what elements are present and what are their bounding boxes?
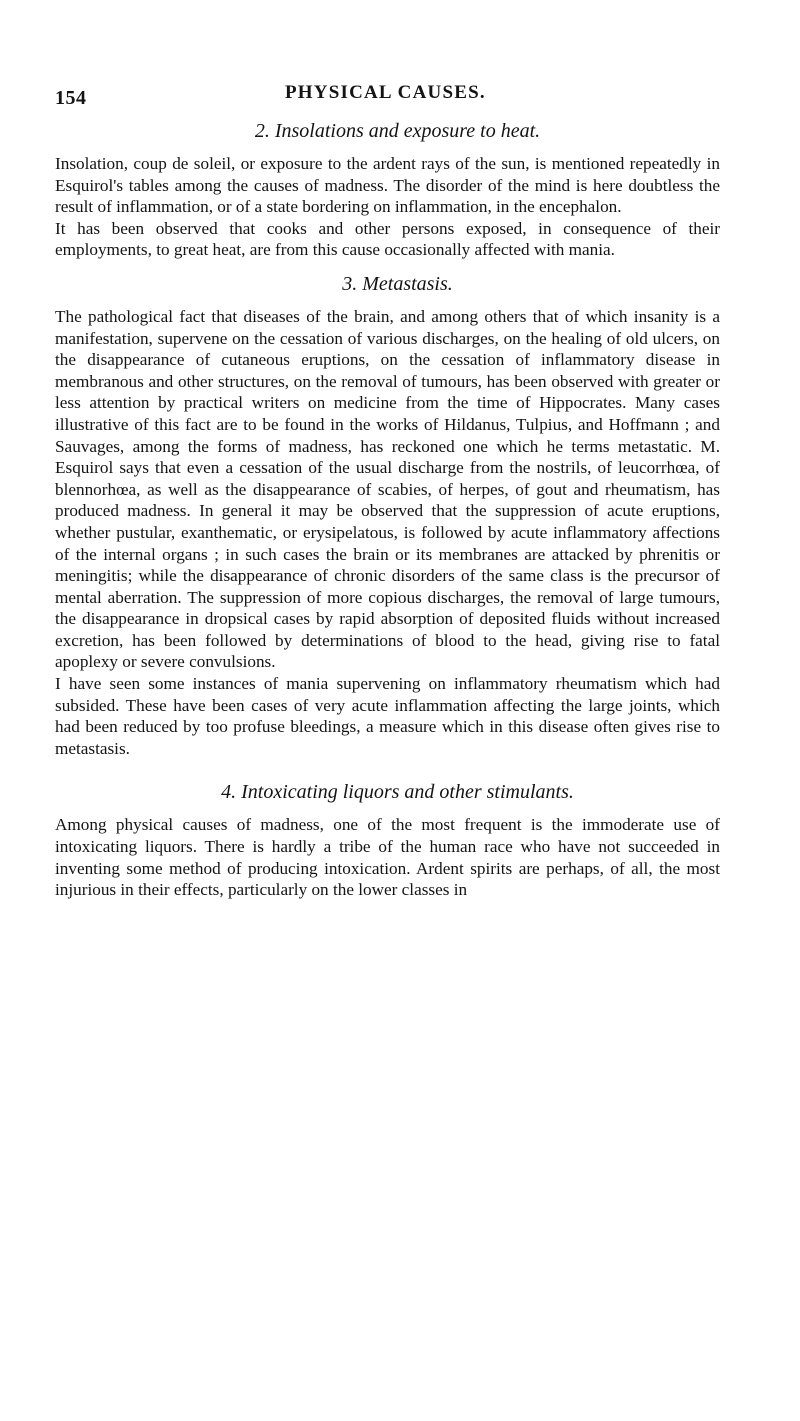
paragraph: The pathological fact that diseases of the brain, and among others that of which insanity is a manifestation, supervene on the cessation of various discharges, on the healing of old ulcers, on the disappearance of cutaneous eruptions, on the cessation of inflammatory disease in membranous and other structures, on the removal of tumours, has been observed with greater or less attention by practical writers on medicine from the time of Hippocrates. Many cases illustrative of this fact are to be found in the works of Hildanus, Tulpius, and Hoffmann ; and Sauvages, among the forms of madness, has reckoned one which he terms metastatic. M. Esquirol says that even a cessation of the usual discharge from the nostrils, of leucorrhœa, of blennorhœa, as well as the disappearance of scabies, of herpes, of gout and rheumatism, has produced madness. In general it may be observed that the suppression of acute eruptions, whether pustular, exanthematic, or erysipelatous, is followed by acute inflammatory affections of the internal organs ; in such cases the brain or its membranes are attacked by phrenitis or meningitis; while the disappearance of chronic disorders of the same class is the precursor of mental aberration. The suppression of more copious discharges, the removal of large tumours, the disappearance in dropsical cases by rapid absorption of deposited fluids without increased excretion, has been followed by determinations of blood to the head, giving rise to fatal apoplexy or severe convulsions. xyxy=(55,306,720,672)
page-number: 154 xyxy=(55,87,87,109)
section-metastasis xyxy=(55,273,720,759)
section-heading: 2. Insolations and exposure to heat. xyxy=(254,120,541,142)
section-heading: 3. Metastasis. xyxy=(342,272,453,295)
section-insolation xyxy=(55,120,720,261)
paragraph: Among physical causes of madness, one of the most frequent is the immoderate use of intoxicating liquors. There is hardly a tribe of the human race who have not succeeded in inventing some method of producing intoxication. Ardent spirits are perhaps, of all, the most injurious in their effects, particularly on the lower classes in xyxy=(55,815,720,900)
running-title: PHYSICAL CAUSES. xyxy=(285,82,486,103)
paragraph: I have seen some instances of mania supervening on inflammatory rheumatism which had subsided. These have been cases of very acute inflammation affecting the large joints, which had been reduced by too profuse bleedings, a measure which in this disease often gives rise to metastasis. xyxy=(55,674,720,758)
section-intoxicating-liquors xyxy=(55,781,720,900)
section-heading: 4. Intoxicating liquors and other stimulants. xyxy=(221,781,574,804)
paragraph: Insolation, coup de soleil, or exposure to the ardent rays of the sun, is mentioned repeatedly in Esquirol's tables among the causes of madness. The disorder of the mind is here doubtless the result of inflammation, or of a state bordering on inflammation, in the encephalon. xyxy=(55,154,720,217)
running-head xyxy=(55,0,720,120)
paragraph: It has been observed that cooks and other persons exposed, in consequence of their employments, to great heat, are from this cause occasionally affected with mania. xyxy=(55,218,720,260)
